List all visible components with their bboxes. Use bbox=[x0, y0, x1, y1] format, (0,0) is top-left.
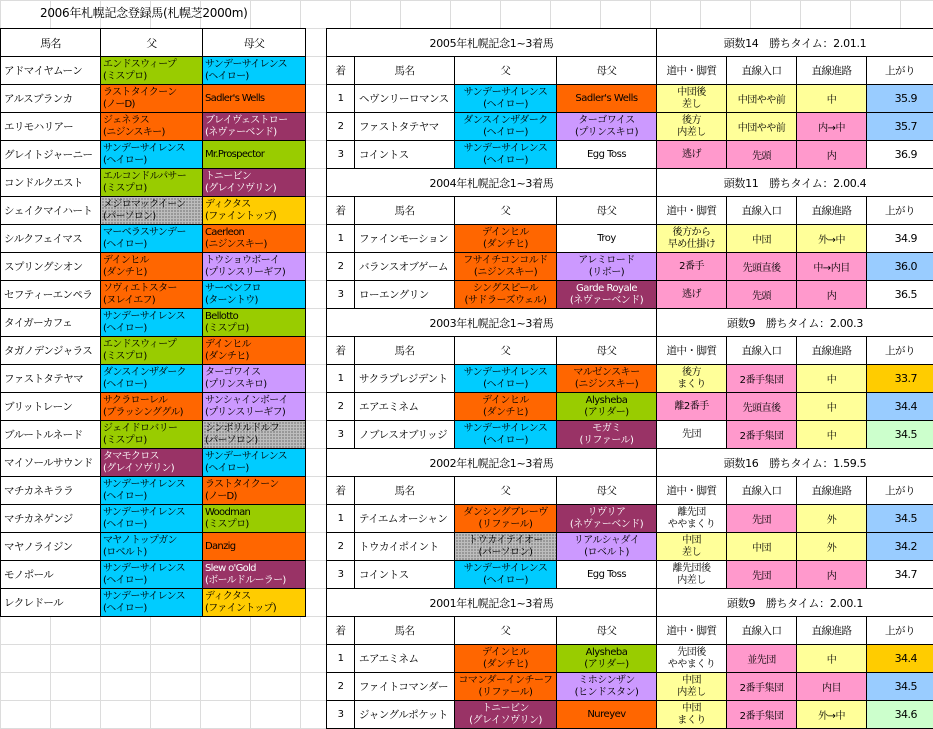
table-header-row bbox=[327, 57, 933, 85]
dam-sire-cell: ディクタス (ファイントップ) bbox=[203, 589, 306, 617]
table-row bbox=[1, 141, 306, 169]
horse-name: コンドルクエスト bbox=[1, 169, 101, 197]
horse-name: コイントス bbox=[355, 141, 455, 169]
dam-sire-cell: Bellotto (ミスプロ) bbox=[203, 309, 306, 337]
last-3f-time: 34.4 bbox=[867, 393, 933, 421]
sire-cell: サンデーサイレンス (ヘイロー) bbox=[101, 561, 203, 589]
horse-name: レクレドール bbox=[1, 589, 101, 617]
stretch-course: 外 bbox=[797, 505, 867, 533]
horse-name: シルクフェイマス bbox=[1, 225, 101, 253]
dam-sire-cell: Garde Royale (ネヴァーベンド) bbox=[557, 281, 657, 309]
table-row bbox=[327, 365, 933, 393]
pace-position: 2番手 bbox=[657, 253, 727, 281]
stretch-entry: 2番手集団 bbox=[727, 673, 797, 701]
dam-sire-cell: モガミ (リファール) bbox=[557, 421, 657, 449]
sire-cell: タマモクロス (グレイソヴリン) bbox=[101, 449, 203, 477]
sire-cell: デインヒル (ダンチヒ) bbox=[455, 225, 557, 253]
sire-cell: ジェネラス (ニジンスキー) bbox=[101, 113, 203, 141]
table-row bbox=[1, 253, 306, 281]
sire-cell: サンデーサイレンス (ヘイロー) bbox=[101, 589, 203, 617]
dam-sire-cell: Danzig bbox=[203, 533, 306, 561]
stretch-course: 中 bbox=[797, 85, 867, 113]
stretch-entry: 先頭直後 bbox=[727, 393, 797, 421]
horse-name: ブリットレーン bbox=[1, 393, 101, 421]
horse-name: エリモハリアー bbox=[1, 113, 101, 141]
dam-sire-cell: トニービン (グレイソヴリン) bbox=[203, 169, 306, 197]
dam-sire-cell: サンデーサイレンス (ヘイロー) bbox=[203, 449, 306, 477]
stretch-course: 内 bbox=[797, 561, 867, 589]
horse-name: セフティーエンペラ bbox=[1, 281, 101, 309]
stretch-course: 中 bbox=[797, 645, 867, 673]
dam-sire-cell: Slew o'Gold (ボールドルーラー) bbox=[203, 561, 306, 589]
header-sire: 父 bbox=[455, 57, 557, 85]
stretch-course: 中 bbox=[797, 421, 867, 449]
race-title: 2005年札幌記念1~3着馬 bbox=[327, 29, 657, 57]
dam-sire-cell: シンボリルドルフ (パーソロン) bbox=[203, 421, 306, 449]
table-header-row bbox=[1, 29, 306, 57]
horse-name: タイガーカフェ bbox=[1, 309, 101, 337]
horse-name: マチカネゲンジ bbox=[1, 505, 101, 533]
header-horse-name: 馬名 bbox=[355, 617, 455, 645]
stretch-course: 外 bbox=[797, 533, 867, 561]
table-row bbox=[327, 673, 933, 701]
pace-position: 先団 bbox=[657, 421, 727, 449]
header-rank: 着 bbox=[327, 617, 355, 645]
last-3f-time: 34.5 bbox=[867, 421, 933, 449]
horse-name: トウカイポイント bbox=[355, 533, 455, 561]
sire-cell: トウカイテイオー (パーソロン) bbox=[455, 533, 557, 561]
race-summary: 頭数9 勝ちタイム：2.00.1 bbox=[657, 589, 933, 617]
sire-cell: デインヒル (ダンチヒ) bbox=[455, 645, 557, 673]
header-dam-sire: 母父 bbox=[557, 617, 657, 645]
header-pace: 道中・脚質 bbox=[657, 477, 727, 505]
table-row bbox=[1, 57, 306, 85]
dam-sire-cell: リヴリア (ネヴァーベンド) bbox=[557, 505, 657, 533]
last-3f-time: 33.7 bbox=[867, 365, 933, 393]
dam-sire-cell: Woodman (ミスプロ) bbox=[203, 505, 306, 533]
header-stretch-entry: 直線入口 bbox=[727, 337, 797, 365]
header-stretch-course: 直線進路 bbox=[797, 477, 867, 505]
stretch-entry: 先団 bbox=[727, 561, 797, 589]
dam-sire-cell: Alysheba (アリダー) bbox=[557, 645, 657, 673]
horse-name: ジャングルポケット bbox=[355, 701, 455, 729]
dam-sire-cell: Sadler's Wells bbox=[557, 85, 657, 113]
horse-name: ファインモーション bbox=[355, 225, 455, 253]
header-stretch-entry: 直線入口 bbox=[727, 617, 797, 645]
race-summary: 頭数16 勝ちタイム：1.59.5 bbox=[657, 449, 933, 477]
dam-sire-cell: アレミロード (リボー) bbox=[557, 253, 657, 281]
dam-sire-cell: サーペンフロ (ターントウ) bbox=[203, 281, 306, 309]
table-row bbox=[327, 253, 933, 281]
finish-rank: 1 bbox=[327, 225, 355, 253]
header-stretch-course: 直線進路 bbox=[797, 197, 867, 225]
header-sire: 父 bbox=[455, 337, 557, 365]
horse-name: ファイトコマンダー bbox=[355, 673, 455, 701]
stretch-course: 内 bbox=[797, 281, 867, 309]
table-row bbox=[1, 197, 306, 225]
dam-sire-cell: サンシャインボーイ (プリンスリーギフ) bbox=[203, 393, 306, 421]
stretch-entry: 中団やや前 bbox=[727, 85, 797, 113]
pace-position: 中団後 差し bbox=[657, 85, 727, 113]
table-row bbox=[1, 113, 306, 141]
finish-rank: 1 bbox=[327, 365, 355, 393]
race-title: 2002年札幌記念1~3着馬 bbox=[327, 449, 657, 477]
table-row bbox=[1, 561, 306, 589]
sire-cell: サンデーサイレンス (ヘイロー) bbox=[455, 421, 557, 449]
registered-horses-table bbox=[0, 28, 306, 617]
table-row bbox=[327, 645, 933, 673]
sire-cell: エンドスウィープ (ミスプロ) bbox=[101, 337, 203, 365]
horse-name: ローエングリン bbox=[355, 281, 455, 309]
header-sire: 父 bbox=[455, 197, 557, 225]
table-header-row bbox=[327, 337, 933, 365]
dam-sire-cell: サンデーサイレンス (ヘイロー) bbox=[203, 57, 306, 85]
header-horse-name: 馬名 bbox=[355, 477, 455, 505]
table-header-row bbox=[327, 197, 933, 225]
last-3f-time: 36.0 bbox=[867, 253, 933, 281]
stretch-course: 中 bbox=[797, 393, 867, 421]
last-3f-time: 34.7 bbox=[867, 561, 933, 589]
dam-sire-cell: ラストタイクーン (ノーD) bbox=[203, 477, 306, 505]
sire-cell: サンデーサイレンス (ヘイロー) bbox=[101, 309, 203, 337]
header-stretch-course: 直線進路 bbox=[797, 337, 867, 365]
pace-position: 逃げ bbox=[657, 141, 727, 169]
stretch-entry: 中団 bbox=[727, 225, 797, 253]
table-header-row bbox=[327, 617, 933, 645]
header-rank: 着 bbox=[327, 197, 355, 225]
sire-cell: サンデーサイレンス (ヘイロー) bbox=[101, 505, 203, 533]
header-dam-sire: 母父 bbox=[557, 197, 657, 225]
page-title: 2006年札幌記念登録馬(札幌芝2000m) bbox=[40, 6, 248, 20]
header-last-3f: 上がり bbox=[867, 197, 933, 225]
sire-cell: メジロマックイーン (パーソロン) bbox=[101, 197, 203, 225]
horse-name: ファストタテヤマ bbox=[355, 113, 455, 141]
last-3f-time: 34.5 bbox=[867, 673, 933, 701]
stretch-entry: 先頭 bbox=[727, 281, 797, 309]
last-3f-time: 36.9 bbox=[867, 141, 933, 169]
header-horse-name: 馬名 bbox=[355, 197, 455, 225]
horse-name: ファストタテヤマ bbox=[1, 365, 101, 393]
pace-position: 先団後 ややまくり bbox=[657, 645, 727, 673]
pace-position: 後方 まくり bbox=[657, 365, 727, 393]
sire-cell: トニービン (グレイソヴリン) bbox=[455, 701, 557, 729]
finish-rank: 2 bbox=[327, 253, 355, 281]
header-last-3f: 上がり bbox=[867, 57, 933, 85]
horse-name: タガノデンジャラス bbox=[1, 337, 101, 365]
dam-sire-cell: マルゼンスキー (ニジンスキー) bbox=[557, 365, 657, 393]
sire-cell: サンデーサイレンス (ヘイロー) bbox=[101, 141, 203, 169]
table-row bbox=[1, 225, 306, 253]
table-row bbox=[1, 393, 306, 421]
sire-cell: サンデーサイレンス (ヘイロー) bbox=[455, 85, 557, 113]
pace-position: 中団 内差し bbox=[657, 673, 727, 701]
dam-sire-cell: Caerleon (ニジンスキー) bbox=[203, 225, 306, 253]
race-summary: 頭数11 勝ちタイム：2.00.4 bbox=[657, 169, 933, 197]
last-3f-time: 35.7 bbox=[867, 113, 933, 141]
horse-name: シェイクマイハート bbox=[1, 197, 101, 225]
pace-position: 離2番手 bbox=[657, 393, 727, 421]
stretch-entry: 先団 bbox=[727, 505, 797, 533]
header-rank: 着 bbox=[327, 337, 355, 365]
sire-cell: マーベラスサンデー (ヘイロー) bbox=[101, 225, 203, 253]
header-horse-name: 馬名 bbox=[355, 57, 455, 85]
sire-cell: エルコンドルパサー (ミスプロ) bbox=[101, 169, 203, 197]
dam-sire-cell: Egg Toss bbox=[557, 141, 657, 169]
stretch-course: 外→中 bbox=[797, 225, 867, 253]
table-row bbox=[1, 281, 306, 309]
race-section-header bbox=[327, 29, 933, 57]
header-pace: 道中・脚質 bbox=[657, 617, 727, 645]
stretch-entry: 2番手集団 bbox=[727, 421, 797, 449]
dam-sire-cell: ターゴワイス (プリンスキロ) bbox=[203, 365, 306, 393]
horse-name: スプリングシオン bbox=[1, 253, 101, 281]
header-horse-name: 馬名 bbox=[355, 337, 455, 365]
sire-cell: デインヒル (ダンチヒ) bbox=[101, 253, 203, 281]
header-last-3f: 上がり bbox=[867, 477, 933, 505]
dam-sire-cell: Troy bbox=[557, 225, 657, 253]
sire-cell: デインヒル (ダンチヒ) bbox=[455, 393, 557, 421]
sire-cell: コマンダーインチーフ (リファール) bbox=[455, 673, 557, 701]
dam-sire-cell: ミホシンザン (ヒンドスタン) bbox=[557, 673, 657, 701]
horse-name: アドマイヤムーン bbox=[1, 57, 101, 85]
dam-sire-cell: Egg Toss bbox=[557, 561, 657, 589]
sire-cell: サンデーサイレンス (ヘイロー) bbox=[455, 561, 557, 589]
horse-name: ノブレスオブリッジ bbox=[355, 421, 455, 449]
header-sire: 父 bbox=[455, 617, 557, 645]
header-stretch-course: 直線進路 bbox=[797, 617, 867, 645]
horse-name: マヤノライジン bbox=[1, 533, 101, 561]
sire-cell: マヤノトップガン (ロベルト) bbox=[101, 533, 203, 561]
pace-position: 中団 差し bbox=[657, 533, 727, 561]
finish-rank: 2 bbox=[327, 673, 355, 701]
race-summary: 頭数14 勝ちタイム：2.01.1 bbox=[657, 29, 933, 57]
last-3f-time: 35.9 bbox=[867, 85, 933, 113]
table-row bbox=[1, 421, 306, 449]
stretch-entry: 先頭 bbox=[727, 141, 797, 169]
sire-cell: サンデーサイレンス (ヘイロー) bbox=[455, 141, 557, 169]
header-dam-sire: 母父 bbox=[557, 477, 657, 505]
finish-rank: 3 bbox=[327, 141, 355, 169]
last-3f-time: 34.9 bbox=[867, 225, 933, 253]
horse-name: マチカネキララ bbox=[1, 477, 101, 505]
dam-sire-cell: Sadler's Wells bbox=[203, 85, 306, 113]
header-sire: 父 bbox=[455, 477, 557, 505]
finish-rank: 3 bbox=[327, 421, 355, 449]
table-row bbox=[327, 421, 933, 449]
header-stretch-entry: 直線入口 bbox=[727, 197, 797, 225]
stretch-entry: 先頭直後 bbox=[727, 253, 797, 281]
horse-name: マイソールサウンド bbox=[1, 449, 101, 477]
table-row bbox=[1, 477, 306, 505]
last-3f-time: 34.6 bbox=[867, 701, 933, 729]
sire-cell: シングスピール (サドラーズウェル) bbox=[455, 281, 557, 309]
sire-cell: ダンシングブレーヴ (リファール) bbox=[455, 505, 557, 533]
table-row bbox=[327, 505, 933, 533]
table-row bbox=[327, 85, 933, 113]
table-row bbox=[327, 701, 933, 729]
stretch-entry: 2番手集団 bbox=[727, 701, 797, 729]
sire-cell: ジェイドロバリー (ミスプロ) bbox=[101, 421, 203, 449]
pace-position: 逃げ bbox=[657, 281, 727, 309]
header-stretch-entry: 直線入口 bbox=[727, 57, 797, 85]
header-rank: 着 bbox=[327, 57, 355, 85]
stretch-course: 内→中 bbox=[797, 113, 867, 141]
last-3f-time: 34.4 bbox=[867, 645, 933, 673]
horse-name: エアエミネム bbox=[355, 645, 455, 673]
race-section-header bbox=[327, 449, 933, 477]
stretch-course: 内目 bbox=[797, 673, 867, 701]
pace-position: 離先団 ややまくり bbox=[657, 505, 727, 533]
table-row bbox=[1, 337, 306, 365]
race-title: 2004年札幌記念1~3着馬 bbox=[327, 169, 657, 197]
header-horse-name: 馬名 bbox=[1, 29, 101, 57]
table-row bbox=[1, 85, 306, 113]
race-section-header bbox=[327, 169, 933, 197]
stretch-entry: 2番手集団 bbox=[727, 365, 797, 393]
horse-name: サクラプレジデント bbox=[355, 365, 455, 393]
header-stretch-entry: 直線入口 bbox=[727, 477, 797, 505]
stretch-course: 内 bbox=[797, 141, 867, 169]
horse-name: エアエミネム bbox=[355, 393, 455, 421]
dam-sire-cell: デインヒル (ダンチヒ) bbox=[203, 337, 306, 365]
dam-sire-cell: Alysheba (アリダー) bbox=[557, 393, 657, 421]
past-results-table bbox=[326, 28, 933, 729]
horse-name: モノポール bbox=[1, 561, 101, 589]
stretch-course: 中 bbox=[797, 365, 867, 393]
finish-rank: 3 bbox=[327, 281, 355, 309]
header-dam-sire: 母父 bbox=[203, 29, 306, 57]
table-row bbox=[327, 393, 933, 421]
stretch-course: 中→内目 bbox=[797, 253, 867, 281]
last-3f-time: 34.2 bbox=[867, 533, 933, 561]
finish-rank: 2 bbox=[327, 393, 355, 421]
header-dam-sire: 母父 bbox=[557, 337, 657, 365]
sire-cell: サンデーサイレンス (ヘイロー) bbox=[455, 365, 557, 393]
race-summary: 頭数9 勝ちタイム：2.00.3 bbox=[657, 309, 933, 337]
table-row bbox=[327, 225, 933, 253]
table-row bbox=[327, 533, 933, 561]
pace-position: 中団 まくり bbox=[657, 701, 727, 729]
table-row bbox=[327, 281, 933, 309]
table-row bbox=[1, 365, 306, 393]
horse-name: アルスブランカ bbox=[1, 85, 101, 113]
sire-cell: エンドスウィープ (ミスプロ) bbox=[101, 57, 203, 85]
header-pace: 道中・脚質 bbox=[657, 197, 727, 225]
finish-rank: 3 bbox=[327, 561, 355, 589]
pace-position: 離先団後 内差し bbox=[657, 561, 727, 589]
table-row bbox=[1, 169, 306, 197]
stretch-entry: 中団やや前 bbox=[727, 113, 797, 141]
dam-sire-cell: トウショウボーイ (プリンスリーギフ) bbox=[203, 253, 306, 281]
dam-sire-cell: Nureyev bbox=[557, 701, 657, 729]
dam-sire-cell: ブレイヴェストロー (ネヴァーベンド) bbox=[203, 113, 306, 141]
horse-name: ブルートルネード bbox=[1, 421, 101, 449]
finish-rank: 2 bbox=[327, 113, 355, 141]
last-3f-time: 36.5 bbox=[867, 281, 933, 309]
sire-cell: ダンスインザダーク (ヘイロー) bbox=[101, 365, 203, 393]
sire-cell: ラストタイクーン (ノーD) bbox=[101, 85, 203, 113]
table-row bbox=[1, 505, 306, 533]
horse-name: テイエムオーシャン bbox=[355, 505, 455, 533]
horse-name: コイントス bbox=[355, 561, 455, 589]
header-pace: 道中・脚質 bbox=[657, 337, 727, 365]
table-row bbox=[1, 309, 306, 337]
stretch-course: 外→中 bbox=[797, 701, 867, 729]
sire-cell: フサイチコンコルド (ニジンスキー) bbox=[455, 253, 557, 281]
table-row bbox=[327, 113, 933, 141]
table-row bbox=[327, 141, 933, 169]
dam-sire-cell: Mr.Prospector bbox=[203, 141, 306, 169]
last-3f-time: 34.5 bbox=[867, 505, 933, 533]
header-last-3f: 上がり bbox=[867, 617, 933, 645]
sire-cell: サンデーサイレンス (ヘイロー) bbox=[101, 477, 203, 505]
stretch-entry: 中団 bbox=[727, 533, 797, 561]
horse-name: ヘヴンリーロマンス bbox=[355, 85, 455, 113]
finish-rank: 3 bbox=[327, 701, 355, 729]
race-title: 2003年札幌記念1~3着馬 bbox=[327, 309, 657, 337]
header-pace: 道中・脚質 bbox=[657, 57, 727, 85]
sire-cell: ソヴィエトスター (ヌレイエフ) bbox=[101, 281, 203, 309]
table-row bbox=[1, 589, 306, 617]
table-row bbox=[1, 533, 306, 561]
sire-cell: サクラローレル (ブラッシンググル) bbox=[101, 393, 203, 421]
sire-cell: ダンスインザダーク (ヘイロー) bbox=[455, 113, 557, 141]
dam-sire-cell: リアルシャダイ (ロベルト) bbox=[557, 533, 657, 561]
race-section-header bbox=[327, 309, 933, 337]
dam-sire-cell: ターゴワイス (プリンスキロ) bbox=[557, 113, 657, 141]
header-dam-sire: 母父 bbox=[557, 57, 657, 85]
table-header-row bbox=[327, 477, 933, 505]
header-rank: 着 bbox=[327, 477, 355, 505]
table-row bbox=[327, 561, 933, 589]
pace-position: 後方から 早め仕掛け bbox=[657, 225, 727, 253]
race-title: 2001年札幌記念1~3着馬 bbox=[327, 589, 657, 617]
pace-position: 後方 内差し bbox=[657, 113, 727, 141]
horse-name: グレイトジャーニー bbox=[1, 141, 101, 169]
dam-sire-cell: ディクタス (ファイントップ) bbox=[203, 197, 306, 225]
horse-name: バランスオブゲーム bbox=[355, 253, 455, 281]
header-stretch-course: 直線進路 bbox=[797, 57, 867, 85]
finish-rank: 1 bbox=[327, 505, 355, 533]
finish-rank: 2 bbox=[327, 533, 355, 561]
finish-rank: 1 bbox=[327, 85, 355, 113]
header-sire: 父 bbox=[101, 29, 203, 57]
table-row bbox=[1, 449, 306, 477]
finish-rank: 1 bbox=[327, 645, 355, 673]
race-section-header bbox=[327, 589, 933, 617]
header-last-3f: 上がり bbox=[867, 337, 933, 365]
stretch-entry: 並先団 bbox=[727, 645, 797, 673]
